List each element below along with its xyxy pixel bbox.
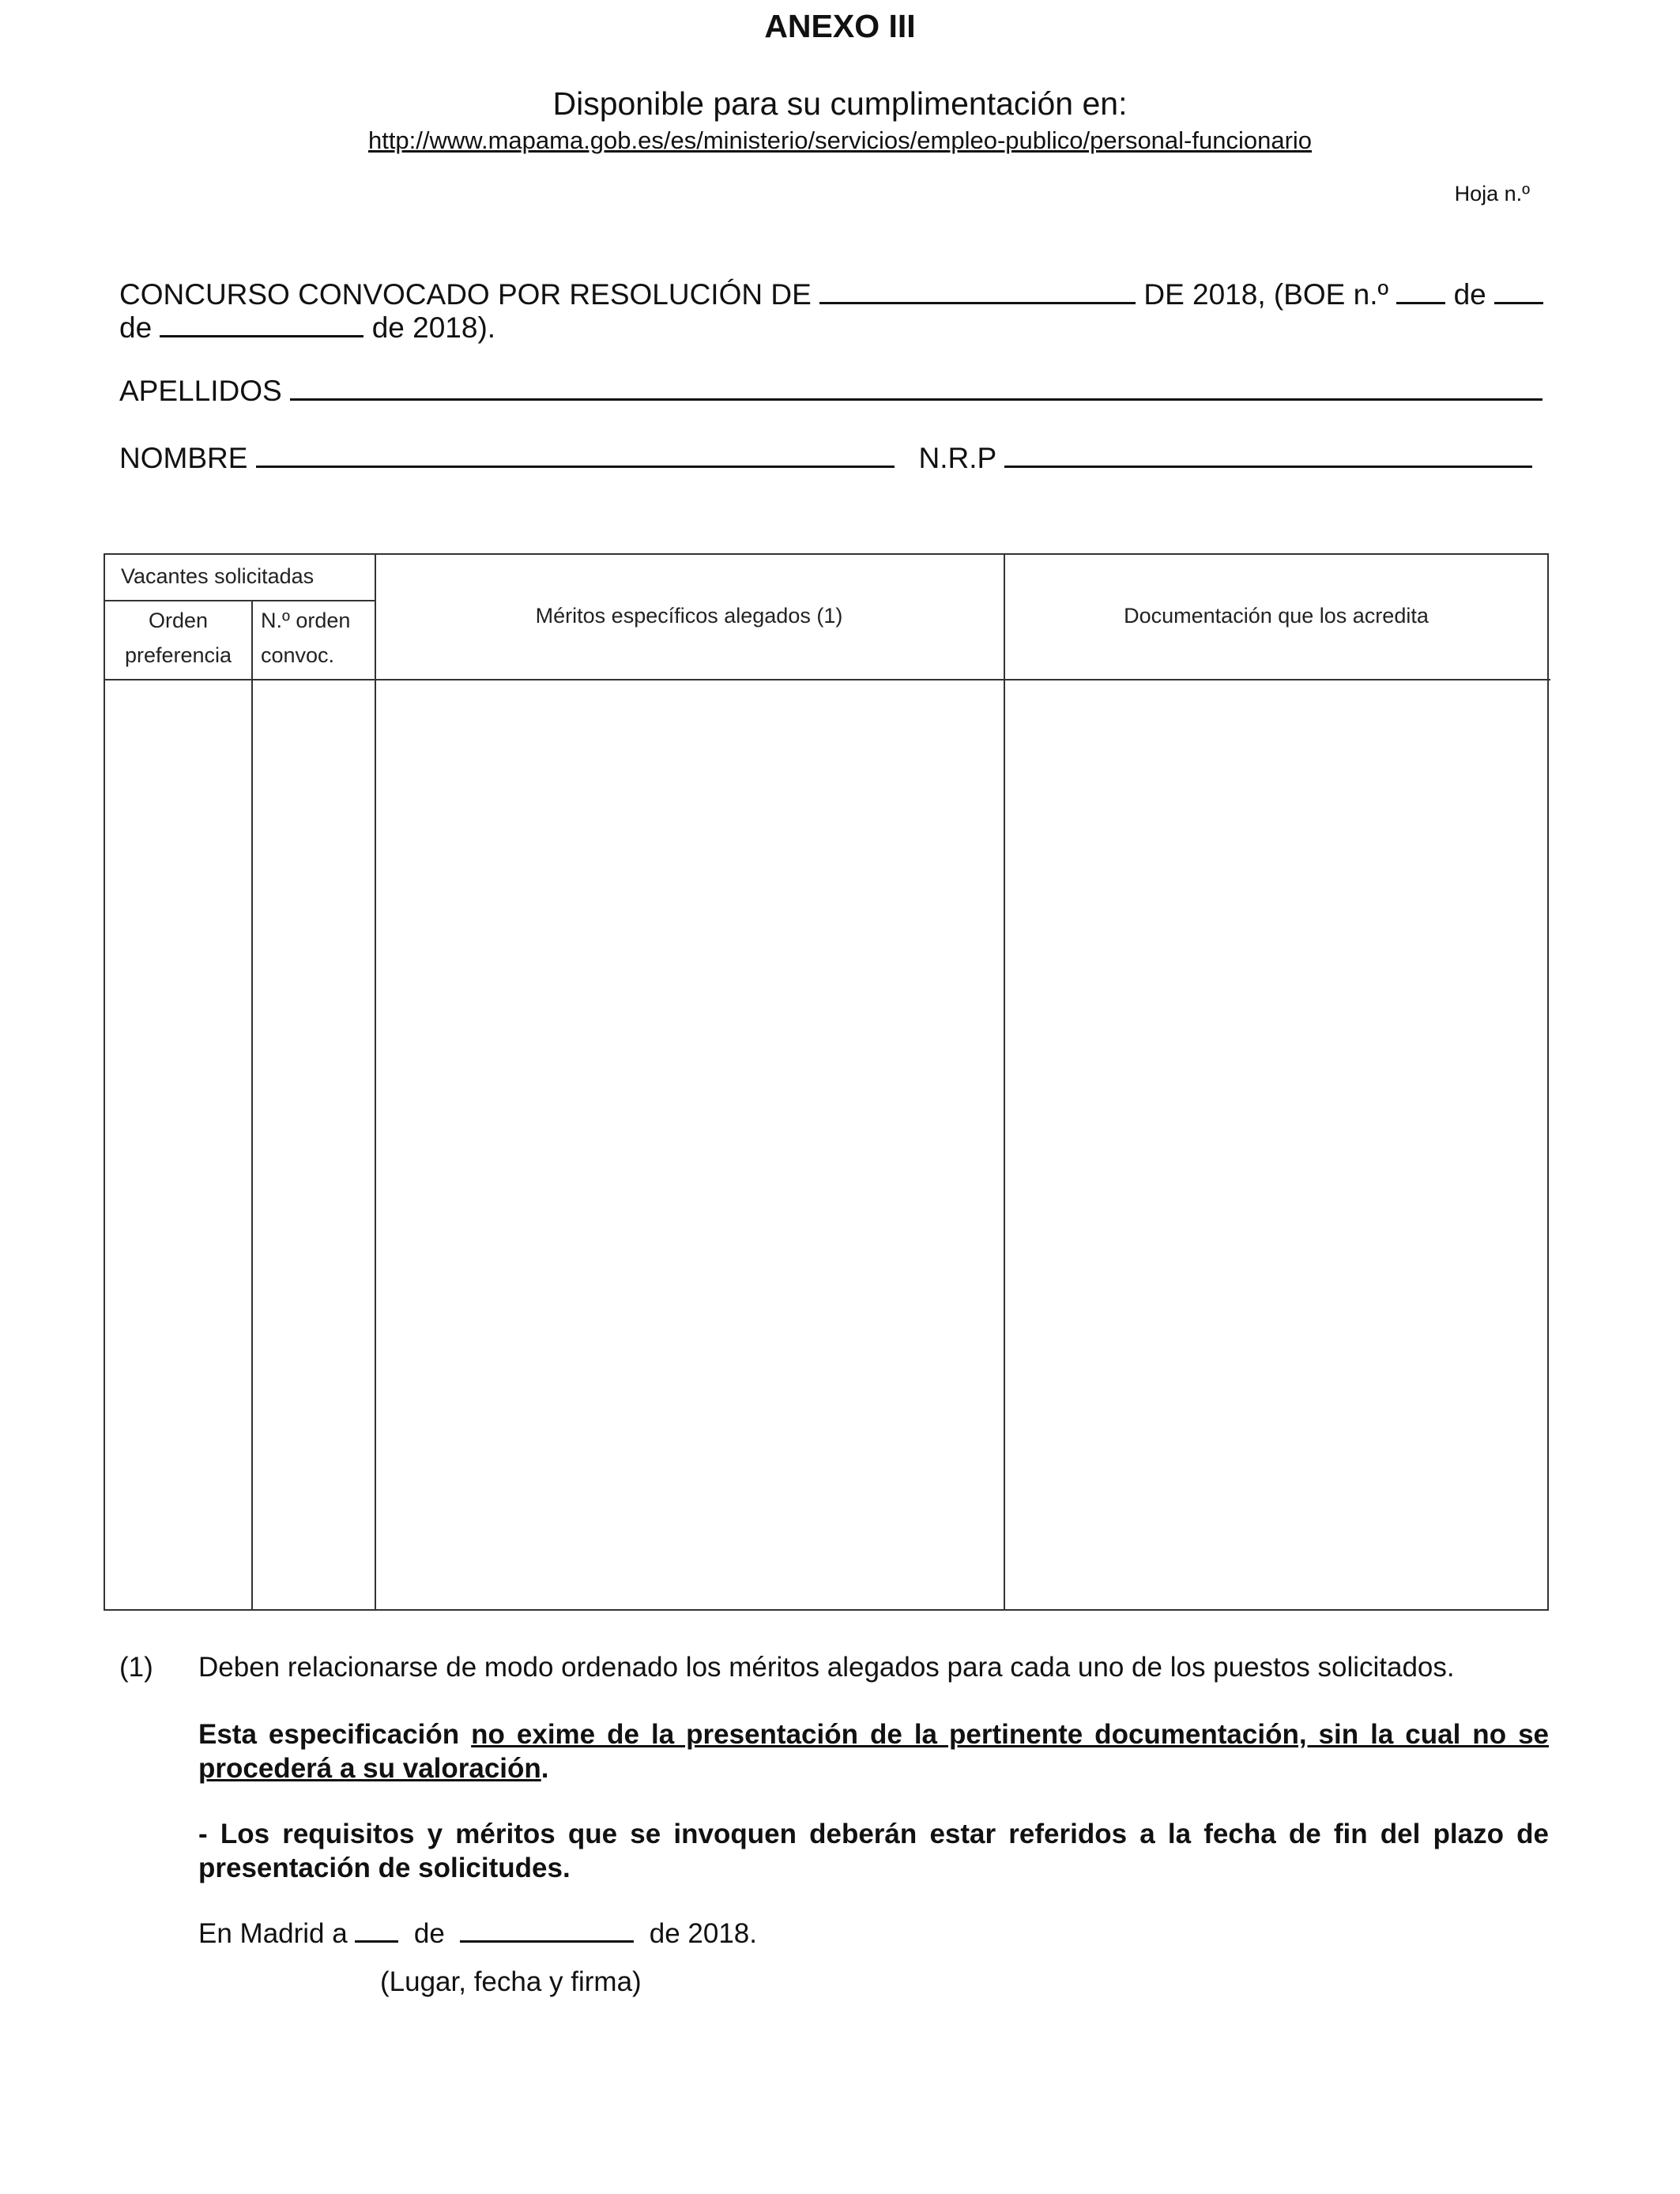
form-url-link[interactable]: http://www.mapama.gob.es/es/ministerio/servicios/empleo-publico/personal-funcionario xyxy=(367,126,1313,154)
convoc-header-line2: convoc. xyxy=(261,643,335,667)
note-2-underlined: no exime de la presentación de la pertinente documentación, sin la cual no se procederá a su valoración xyxy=(198,1719,1549,1784)
place-label: En Madrid a xyxy=(198,1918,348,1949)
row-divider xyxy=(105,600,375,601)
merits-table xyxy=(104,553,1549,1611)
sheet-number-label: Hoja n.º xyxy=(1454,182,1530,205)
name-field[interactable] xyxy=(256,439,895,468)
nrp-field[interactable] xyxy=(1004,439,1532,468)
surname-field[interactable] xyxy=(290,371,1543,401)
day-field[interactable] xyxy=(355,1915,398,1943)
documentation-cell[interactable] xyxy=(1004,680,1547,1609)
resolution-field[interactable] xyxy=(819,275,1136,304)
boe-de-label: de xyxy=(1453,278,1486,311)
note-1: Deben relacionarse de modo ordenado los méritos alegados para cada uno de los puestos solicitados. xyxy=(198,1652,1455,1683)
surname-label: APELLIDOS xyxy=(119,375,282,407)
note-3: - Los requisitos y méritos que se invoquen deberán estar referidos a la fecha de fin del plazo de presentación de solicitudes. xyxy=(198,1819,1549,1883)
surname-line xyxy=(119,371,1543,408)
order-cell[interactable] xyxy=(105,680,251,1609)
boe-day-field[interactable] xyxy=(1494,275,1543,304)
document-title: ANEXO III xyxy=(764,8,916,44)
name-line xyxy=(119,439,1532,475)
note-number: (1) xyxy=(119,1652,153,1683)
note-2-end: . xyxy=(541,1753,549,1784)
resolution-line-2 xyxy=(119,308,495,345)
order-header-line2: preferencia xyxy=(124,643,232,667)
resolution-label: CONCURSO CONVOCADO POR RESOLUCIÓN DE xyxy=(119,278,812,311)
signature-caption: (Lugar, fecha y firma) xyxy=(380,1966,642,1997)
note-2 xyxy=(198,1717,1549,1785)
year-label: de 2018). xyxy=(371,311,496,344)
name-label: NOMBRE xyxy=(119,442,248,474)
nrp-label: N.R.P xyxy=(918,442,996,474)
note-2-text: Esta especificación xyxy=(198,1719,472,1750)
place-date-line xyxy=(198,1915,757,1950)
convoc-cell[interactable] xyxy=(252,680,375,1609)
place-year-label: de 2018. xyxy=(649,1918,757,1949)
order-header-line1: Orden xyxy=(148,609,209,632)
de-label: de xyxy=(119,311,153,344)
place-de-label: de xyxy=(413,1918,445,1949)
merits-cell[interactable] xyxy=(375,680,1004,1609)
merits-header: Méritos específicos alegados (1) xyxy=(535,604,843,628)
boe-label: DE 2018, (BOE n.º xyxy=(1143,278,1389,311)
resolution-line xyxy=(119,275,1543,311)
vacancies-header: Vacantes solicitadas xyxy=(121,564,315,588)
month-field[interactable] xyxy=(460,1915,634,1943)
boe-number-field[interactable] xyxy=(1396,275,1445,304)
convoc-header-line1: N.º orden xyxy=(261,609,351,632)
documentation-header: Documentación que los acredita xyxy=(1124,604,1429,628)
availability-text: Disponible para su cumplimentación en: xyxy=(552,85,1128,122)
boe-month-field[interactable] xyxy=(160,308,363,337)
